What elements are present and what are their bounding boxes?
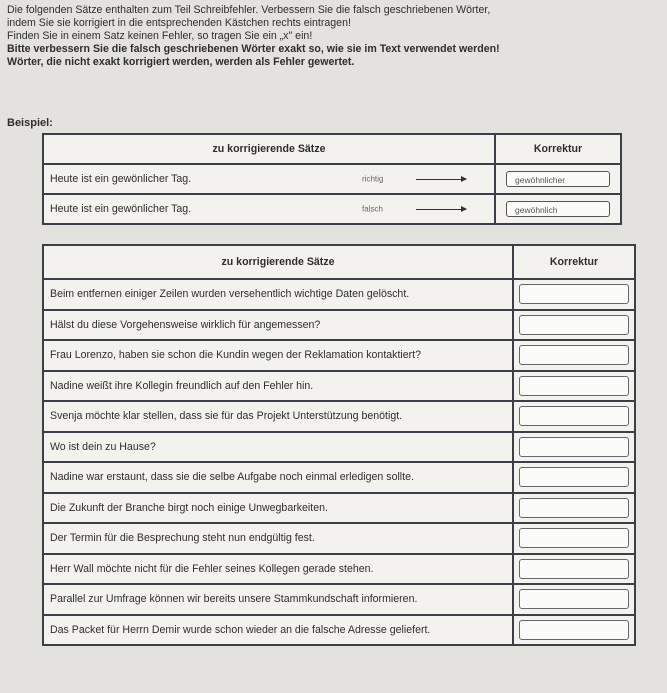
instruction-line: Wörter, die nicht exakt korrigiert werden, werden als Fehler gewertet. — [7, 56, 355, 68]
correction-cell — [513, 340, 635, 371]
exercise-sentence: Svenja möchte klar stellen, dass sie für das Projekt Unterstützung benötigt. — [43, 401, 513, 432]
correction-cell — [513, 584, 635, 615]
correction-input-box[interactable] — [519, 315, 629, 335]
exercise-sentence: Beim entfernen einiger Zeilen wurden versehentlich wichtige Daten gelöscht. — [43, 279, 513, 310]
exercise-sentence: Parallel zur Umfrage können wir bereits unsere Stammkundschaft informieren. — [43, 584, 513, 615]
example-status: richtig — [362, 174, 384, 184]
correction-cell — [513, 432, 635, 463]
instruction-line: Bitte verbessern Sie die falsch geschriebenen Wörter exakt so, wie sie im Text verwendet werden! — [7, 43, 500, 55]
correction-cell — [513, 401, 635, 432]
example-header-correction: Korrektur — [495, 134, 621, 164]
example-row — [43, 194, 621, 224]
exercise-row — [43, 584, 635, 615]
exercise-sentence: Nadine war erstaunt, dass sie die selbe Aufgabe noch einmal erledigen sollte. — [43, 462, 513, 493]
correction-input-box[interactable] — [519, 528, 629, 548]
exercise-row — [43, 310, 635, 341]
correction-input-box[interactable] — [519, 345, 629, 365]
example-sentence: Heute ist ein gewönlicher Tag. — [50, 203, 192, 215]
exercise-row — [43, 432, 635, 463]
correction-cell — [513, 371, 635, 402]
correction-cell — [513, 554, 635, 585]
exercise-table — [42, 244, 636, 646]
example-correction-cell — [495, 194, 621, 224]
instruction-line: Finden Sie in einem Satz keinen Fehler, so tragen Sie ein „x" ein! — [7, 30, 313, 42]
exercise-sentence: Die Zukunft der Branche birgt noch einige Unwegbarkeiten. — [43, 493, 513, 524]
example-correction-box: gewöhnlich — [506, 201, 610, 217]
exercise-sentence: Der Termin für die Besprechung steht nun endgültig fest. — [43, 523, 513, 554]
exercise-sentence: Wo ist dein zu Hause? — [43, 432, 513, 463]
exercise-header-correction: Korrektur — [513, 245, 635, 279]
correction-cell — [513, 279, 635, 310]
example-correction-box: gewöhnlicher — [506, 171, 610, 187]
exercise-row — [43, 554, 635, 585]
correction-cell — [513, 615, 635, 646]
exercise-row — [43, 615, 635, 646]
correction-input-box[interactable] — [519, 589, 629, 609]
correction-cell — [513, 523, 635, 554]
exercise-row — [43, 401, 635, 432]
exercise-sentence: Herr Wall möchte nicht für die Fehler seines Kollegen gerade stehen. — [43, 554, 513, 585]
exercise-row — [43, 371, 635, 402]
instructions — [7, 4, 657, 69]
instruction-line: indem Sie sie korrigiert in die entsprechenden Kästchen rechts eintragen! — [7, 17, 351, 29]
correction-input-box[interactable] — [519, 498, 629, 518]
example-row — [43, 164, 621, 194]
correction-input-box[interactable] — [519, 437, 629, 457]
exercise-row — [43, 462, 635, 493]
exercise-sentence: Hälst du diese Vorgehensweise wirklich für angemessen? — [43, 310, 513, 341]
example-sentence-cell — [43, 164, 495, 194]
example-sentence-cell — [43, 194, 495, 224]
exercise-sentence: Nadine weißt ihre Kollegin freundlich auf den Fehler hin. — [43, 371, 513, 402]
exercise-sentence: Frau Lorenzo, haben sie schon die Kundin wegen der Reklamation kontaktiert? — [43, 340, 513, 371]
correction-cell — [513, 493, 635, 524]
correction-input-box[interactable] — [519, 467, 629, 487]
exercise-header-sentence: zu korrigierende Sätze — [43, 245, 513, 279]
exercise-sentence: Das Packet für Herrn Demir wurde schon wieder an die falsche Adresse geliefert. — [43, 615, 513, 646]
example-status: falsch — [362, 204, 383, 214]
exercise-row — [43, 493, 635, 524]
example-table — [42, 133, 622, 225]
exercise-row — [43, 279, 635, 310]
example-label: Beispiel: — [7, 117, 53, 129]
exercise-row — [43, 523, 635, 554]
example-sentence: Heute ist ein gewönlicher Tag. — [50, 173, 192, 185]
arrow-right-icon — [416, 209, 466, 210]
exercise-row — [43, 340, 635, 371]
correction-input-box[interactable] — [519, 376, 629, 396]
example-correction-cell — [495, 164, 621, 194]
correction-input-box[interactable] — [519, 406, 629, 426]
instruction-line: Die folgenden Sätze enthalten zum Teil Schreibfehler. Verbessern Sie die falsch geschriebenen Wörter, — [7, 4, 491, 16]
correction-cell — [513, 310, 635, 341]
correction-cell — [513, 462, 635, 493]
correction-input-box[interactable] — [519, 559, 629, 579]
arrow-right-icon — [416, 179, 466, 180]
example-header-sentence: zu korrigierende Sätze — [43, 134, 495, 164]
correction-input-box[interactable] — [519, 620, 629, 640]
correction-input-box[interactable] — [519, 284, 629, 304]
